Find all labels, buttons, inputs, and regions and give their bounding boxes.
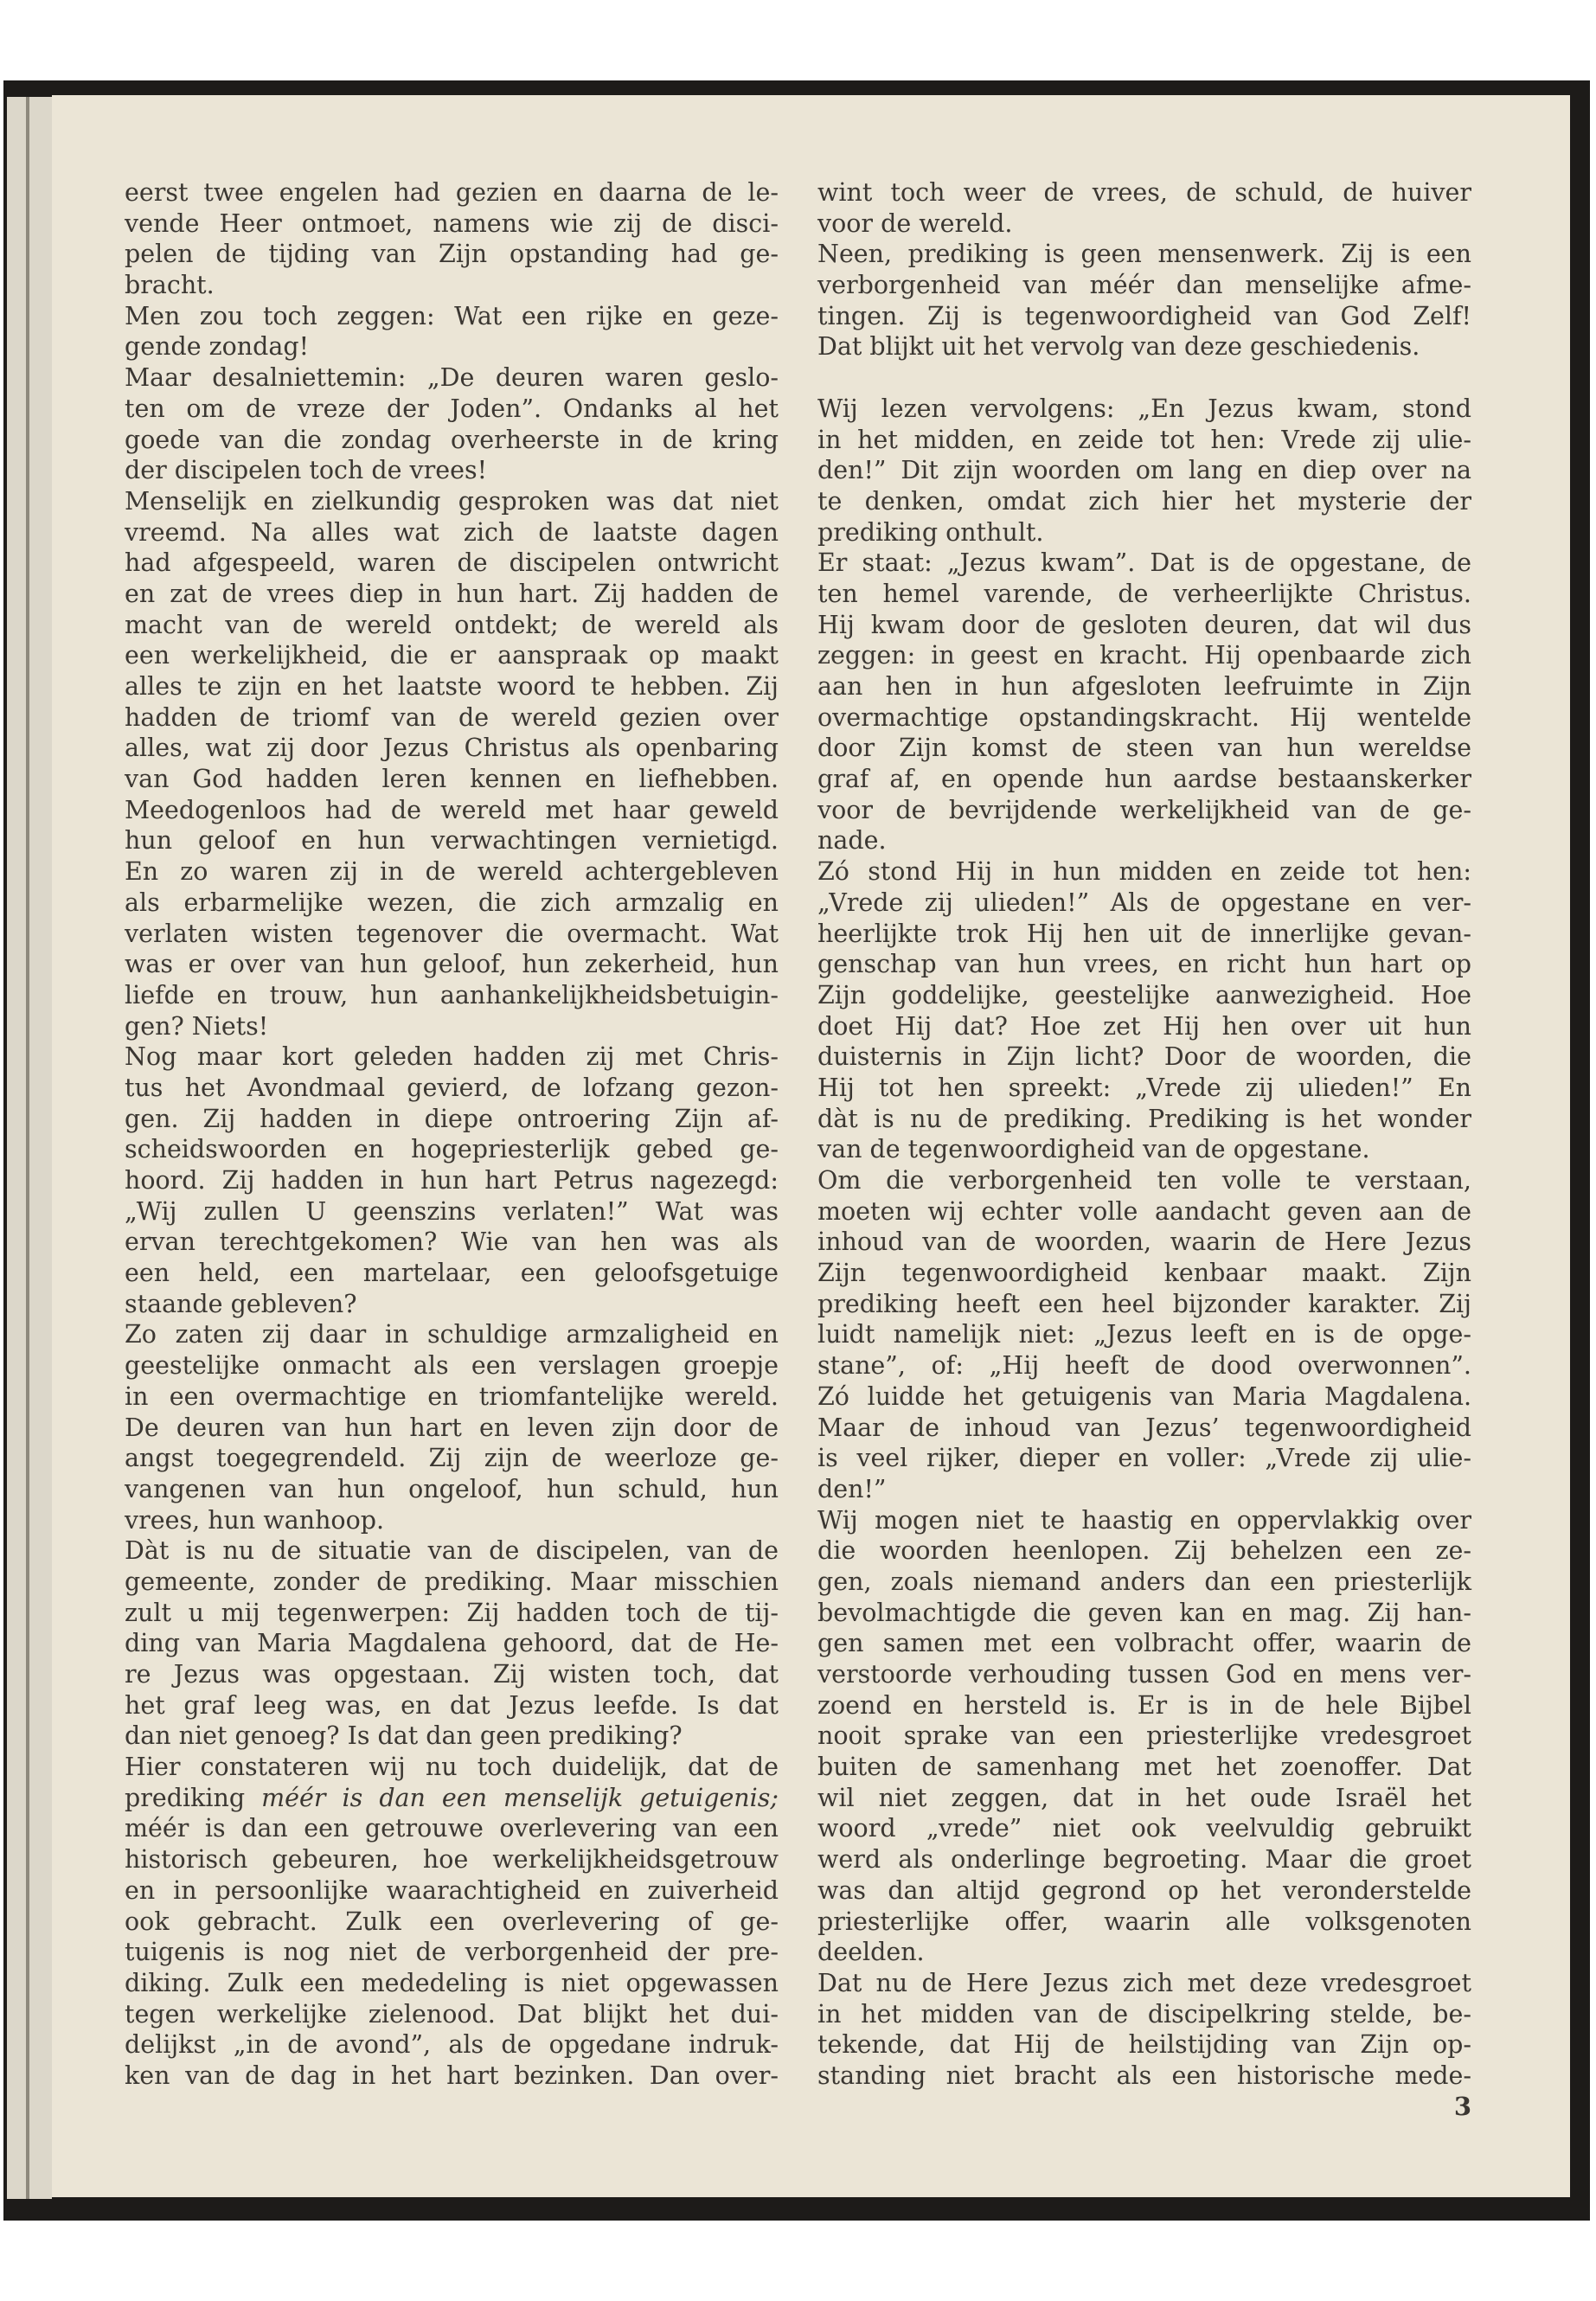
paragraph	[817, 1968, 1471, 2092]
text-line: prediking heeft een heel bijzonder karakter. Zij	[817, 1289, 1471, 1318]
text-line: tegen werkelijke zielenood. Dat blijkt het dui-	[125, 1999, 779, 2029]
italic-text: méér is dan een menselijk getuigenis;	[261, 1783, 779, 1812]
text-line: Er staat: „Jezus kwam”. Dat is de opgestane, de	[817, 548, 1471, 578]
text-line: Maar de inhoud van Jezus’ tegenwoordigheid	[817, 1413, 1471, 1442]
text-line: vangenen van hun ongeloof, hun schuld, hun	[125, 1474, 779, 1503]
text-line: angst toegegrendeld. Zij zijn de weerloze ge-	[125, 1444, 779, 1473]
text-line: priesterlijke offer, waarin alle volksgenoten	[817, 1907, 1471, 1936]
text-line: Dàt is nu de situatie van de discipelen, van de	[125, 1536, 779, 1566]
text-line: hun geloof en hun verwachtingen vernietigd.	[125, 826, 779, 856]
text-line: Wij lezen vervolgens: „En Jezus kwam, stond	[817, 394, 1471, 423]
text-line: te denken, omdat zich hier het mysterie der	[817, 486, 1471, 516]
text-line: tus het Avondmaal gevierd, de lofzang gezon-	[125, 1073, 779, 1102]
paragraph	[125, 362, 779, 486]
text-line: heerlijkte trok Hij hen uit de innerlijke gevan-	[817, 919, 1471, 948]
left-column	[125, 177, 779, 2092]
text-line: luidt namelijk niet: „Jezus leeft en is de opge-	[817, 1320, 1471, 1349]
text-line: den!” Dit zijn woorden om lang en diep over na	[817, 456, 1471, 485]
text-line: Zó luidde het getuigenis van Maria Magdalena.	[817, 1381, 1471, 1411]
text-line: had afgespeeld, waren de discipelen ontwricht	[125, 548, 779, 578]
text-line: ding van Maria Magdalena gehoord, dat de He-	[125, 1629, 779, 1658]
paragraph	[125, 1042, 779, 1319]
text-line: Zó stond Hij in hun midden en zeide tot hen:	[817, 857, 1471, 887]
text-line: het graf leeg was, en dat Jezus leefde. Is dat	[125, 1690, 779, 1720]
text-line: pelen de tijding van Zijn opstanding had ge-	[125, 240, 779, 269]
text-line: ken van de dag in het hart bezinken. Dan over-	[125, 2061, 779, 2090]
text-line: aan hen in hun afgesloten leefruimte in Zijn	[817, 672, 1471, 701]
text-line: in het midden, en zeide tot hen: Vrede zij ulie-	[817, 425, 1471, 454]
text-line: duisternis in Zijn licht? Door de woorden, die	[817, 1042, 1471, 1072]
text-line: prediking onthult.	[817, 517, 1044, 547]
text-line: overmachtige opstandingskracht. Hij wentelde	[817, 702, 1471, 732]
paragraph-gap	[817, 362, 1471, 394]
text-line: als erbarmelijke wezen, die zich armzalig en	[125, 888, 779, 917]
text-line: Dat blijkt uit het vervolg van deze geschiedenis.	[817, 332, 1420, 362]
text-line: Neen, prediking is geen mensenwerk. Zij is een	[817, 240, 1471, 269]
text-line: vrees, hun wanhoop.	[125, 1505, 385, 1535]
text-line: Zijn tegenwoordigheid kenbaar maakt. Zijn	[817, 1259, 1471, 1288]
text-line: ten om de vreze der Joden”. Ondanks al het	[125, 394, 779, 423]
text-line: gende zondag!	[125, 332, 310, 362]
text-line: zeggen: in geest en kracht. Hij openbaarde zich	[817, 641, 1471, 670]
text-line: gen? Niets!	[125, 1011, 269, 1041]
text-line: wint toch weer de vrees, de schuld, de huiver	[817, 178, 1471, 207]
text-line: in het midden van de discipelkring stelde, be-	[817, 1999, 1471, 2029]
text-line: Zo zaten zij daar in schuldige armzaligheid en	[125, 1320, 779, 1349]
page-spine	[7, 97, 52, 2199]
text-line: re Jezus was opgestaan. Zij wisten toch, dat	[125, 1660, 779, 1689]
text-line: een held, een martelaar, een geloofsgetuige	[125, 1259, 779, 1288]
text-line: doet Hij dat? Hoe zet Hij hen over uit hun	[817, 1011, 1471, 1041]
text-line: nade.	[817, 826, 887, 856]
text-line: „Vrede zij ulieden!” Als de opgestane en ver-	[817, 888, 1471, 917]
text-line: hadden de triomf van de wereld gezien over	[125, 702, 779, 732]
text-line: scheidswoorden en hogepriesterlijk gebed ge-	[125, 1135, 779, 1164]
text-line: in een overmachtige en triomfantelijke wereld.	[125, 1381, 779, 1411]
text-line: hoord. Zij hadden in hun hart Petrus nagezegd:	[125, 1166, 779, 1195]
paragraph	[817, 548, 1471, 856]
text-line: wil niet zeggen, dat in het oude Israël het	[817, 1783, 1471, 1812]
paragraph	[125, 1535, 779, 1752]
spine-edge	[26, 97, 29, 2199]
text-line: tingen. Zij is tegenwoordigheid van God Zelf!	[817, 301, 1471, 330]
text-line: diking. Zulk een mededeling is niet opgewassen	[125, 1968, 779, 1997]
paragraph	[817, 239, 1471, 362]
text-line: nooit sprake van een priesterlijke vredesgroet	[817, 1721, 1471, 1751]
text-line: genschap van hun vrees, en richt hun hart op	[817, 950, 1471, 979]
paragraph	[817, 1165, 1471, 1505]
text-line: buiten de samenhang met het zoenoffer. Dat	[817, 1753, 1471, 1782]
text-line: dan niet genoeg? Is dat dan geen prediking?	[125, 1721, 683, 1751]
text-line: stane”, of: „Hij heeft de dood overwonnen”.	[817, 1351, 1471, 1381]
text-line: moeten wij echter volle aandacht geven aan de	[817, 1196, 1471, 1226]
text-line: Meedogenloos had de wereld met haar geweld	[125, 795, 779, 824]
text-line	[125, 1783, 779, 1814]
text-line: van de tegenwoordigheid van de opgestane.	[817, 1135, 1370, 1164]
text-line: die woorden heenlopen. Zij behelzen een ze-	[817, 1536, 1471, 1566]
paragraph	[817, 1505, 1471, 1968]
page-number: 3	[1453, 2092, 1471, 2121]
text-line: Menselijk en zielkundig gesproken was dat niet	[125, 486, 779, 516]
text-line: der discipelen toch de vrees!	[125, 456, 488, 485]
text-line: bevolmachtigde die geven kan en mag. Zij han-	[817, 1598, 1471, 1627]
text-line: liefde en trouw, hun aanhankelijkheidsbetuigin-	[125, 980, 779, 1009]
text-line: voor de bevrijdende werkelijkheid van de ge-	[817, 795, 1471, 824]
text-line: delijkst „in de avond”, als de opgedane indruk-	[125, 2030, 779, 2060]
text-line: woord „vrede” niet ook veelvuldig gebruikt	[817, 1814, 1471, 1843]
text-line: tuigenis is nog niet de verborgenheid der pre-	[125, 1938, 779, 1967]
text-line: standing niet bracht als een historische mede-	[817, 2061, 1471, 2090]
text-line: deelden.	[817, 1938, 925, 1967]
text-line: zoend en hersteld is. Er is in de hele Bijbel	[817, 1690, 1471, 1720]
text-line: Dat nu de Here Jezus zich met deze vredesgroet	[817, 1968, 1471, 1997]
text-line: den!”	[817, 1474, 887, 1503]
text-line: Nog maar kort geleden hadden zij met Chris-	[125, 1042, 779, 1072]
text-line: ook gebracht. Zulk een overlevering of ge-	[125, 1907, 779, 1936]
text-line: macht van de wereld ontdekt; de wereld als	[125, 610, 779, 639]
text-line: verborgenheid van méér dan menselijke afme-	[817, 271, 1471, 300]
text-line: verlaten wisten tegenover die overmacht. Wat	[125, 919, 779, 948]
text-line: goede van die zondag overheerste in de kring	[125, 425, 779, 454]
paragraph	[125, 1752, 779, 2092]
text-line: vende Heer ontmoet, namens wie zij de disci-	[125, 208, 779, 238]
text-line: is veel rijker, dieper en voller: „Vrede zij ulie-	[817, 1444, 1471, 1473]
text-line: Maar desalniettemin: „De deuren waren geslo-	[125, 363, 779, 393]
paragraph	[125, 1319, 779, 1535]
text-line: eerst twee engelen had gezien en daarna de le-	[125, 178, 779, 207]
text-line: staande gebleven?	[125, 1289, 357, 1318]
text-line: De deuren van hun hart en leven zijn door de	[125, 1413, 779, 1442]
paragraph	[817, 856, 1471, 1165]
text-line: dàt is nu de prediking. Prediking is het wonder	[817, 1104, 1471, 1133]
text-line: gen, zoals niemand anders dan een priesterlijk	[817, 1567, 1471, 1596]
text-line: voor de wereld.	[817, 208, 1013, 238]
text-line: Om die verborgenheid ten volle te verstaan,	[817, 1166, 1471, 1195]
text-line: en zat de vrees diep in hun hart. Zij hadden de	[125, 579, 779, 608]
text-line: historisch gebeuren, hoe werkelijkheidsgetrouw	[125, 1845, 779, 1875]
text-line: werd als onderlinge begroeting. Maar die groet	[817, 1845, 1471, 1875]
paragraph	[125, 301, 779, 362]
text-line: zult u mij tegenwerpen: Zij hadden toch de tij-	[125, 1598, 779, 1627]
text-line: gen. Zij hadden in diepe ontroering Zijn af-	[125, 1104, 779, 1133]
text-line: gen samen met een volbracht offer, waarin de	[817, 1629, 1471, 1658]
text-line: graf af, en opende hun aardse bestaanskerker	[817, 765, 1471, 794]
text-line: bracht.	[125, 271, 215, 300]
text-line: gemeente, zonder de prediking. Maar misschien	[125, 1567, 779, 1596]
text-line: En zo waren zij in de wereld achtergebleven	[125, 857, 779, 887]
text-line: van God hadden leren kennen en liefhebben.	[125, 765, 779, 794]
text-line: door Zijn komst de steen van hun wereldse	[817, 734, 1471, 763]
paragraph	[817, 177, 1471, 239]
paragraph	[125, 177, 779, 301]
text-line: Hij kwam door de gesloten deuren, dat wil dus	[817, 610, 1471, 639]
text-line: inhoud van de woorden, waarin de Here Jezus	[817, 1227, 1471, 1257]
text-line: ervan terechtgekomen? Wie van hen was als	[125, 1227, 779, 1257]
text-line: Hier constateren wij nu toch duidelijk, dat de	[125, 1753, 779, 1782]
text-line: was er over van hun geloof, hun zekerheid, hun	[125, 950, 779, 979]
text-line: was dan altijd gegrond op het veronderstelde	[817, 1875, 1471, 1905]
text-segment: prediking	[125, 1783, 262, 1812]
right-column	[817, 177, 1471, 2092]
text-line: ten hemel varende, de verheerlijkte Christus.	[817, 579, 1471, 608]
text-line: een werkelijkheid, die er aanspraak op maakt	[125, 641, 779, 670]
text-line: méér is dan een getrouwe overlevering van een	[125, 1814, 779, 1843]
text-line: en in persoonlijke waarachtigheid en zuiverheid	[125, 1875, 779, 1905]
text-line: vreemd. Na alles wat zich de laatste dagen	[125, 517, 779, 547]
text-line: Zijn goddelijke, geestelijke aanwezigheid. Hoe	[817, 980, 1471, 1009]
text-line: tekende, dat Hij de heilstijding van Zijn op-	[817, 2030, 1471, 2060]
text-line: alles te zijn en het laatste woord te hebben. Zij	[125, 672, 779, 701]
text-line: alles, wat zij door Jezus Christus als openbaring	[125, 734, 779, 763]
paragraph	[125, 486, 779, 1042]
text-line: Wij mogen niet te haastig en oppervlakkig over	[817, 1505, 1471, 1535]
text-line: „Wij zullen U geenszins verlaten!” Wat was	[125, 1196, 779, 1226]
text-line: Hij tot hen spreekt: „Vrede zij ulieden!” En	[817, 1073, 1471, 1102]
paragraph	[817, 394, 1471, 548]
text-line: Men zou toch zeggen: Wat een rijke en geze-	[125, 301, 779, 330]
text-line: geestelijke onmacht als een verslagen groepje	[125, 1351, 779, 1381]
text-line: verstoorde verhouding tussen God en mens ver-	[817, 1660, 1471, 1689]
